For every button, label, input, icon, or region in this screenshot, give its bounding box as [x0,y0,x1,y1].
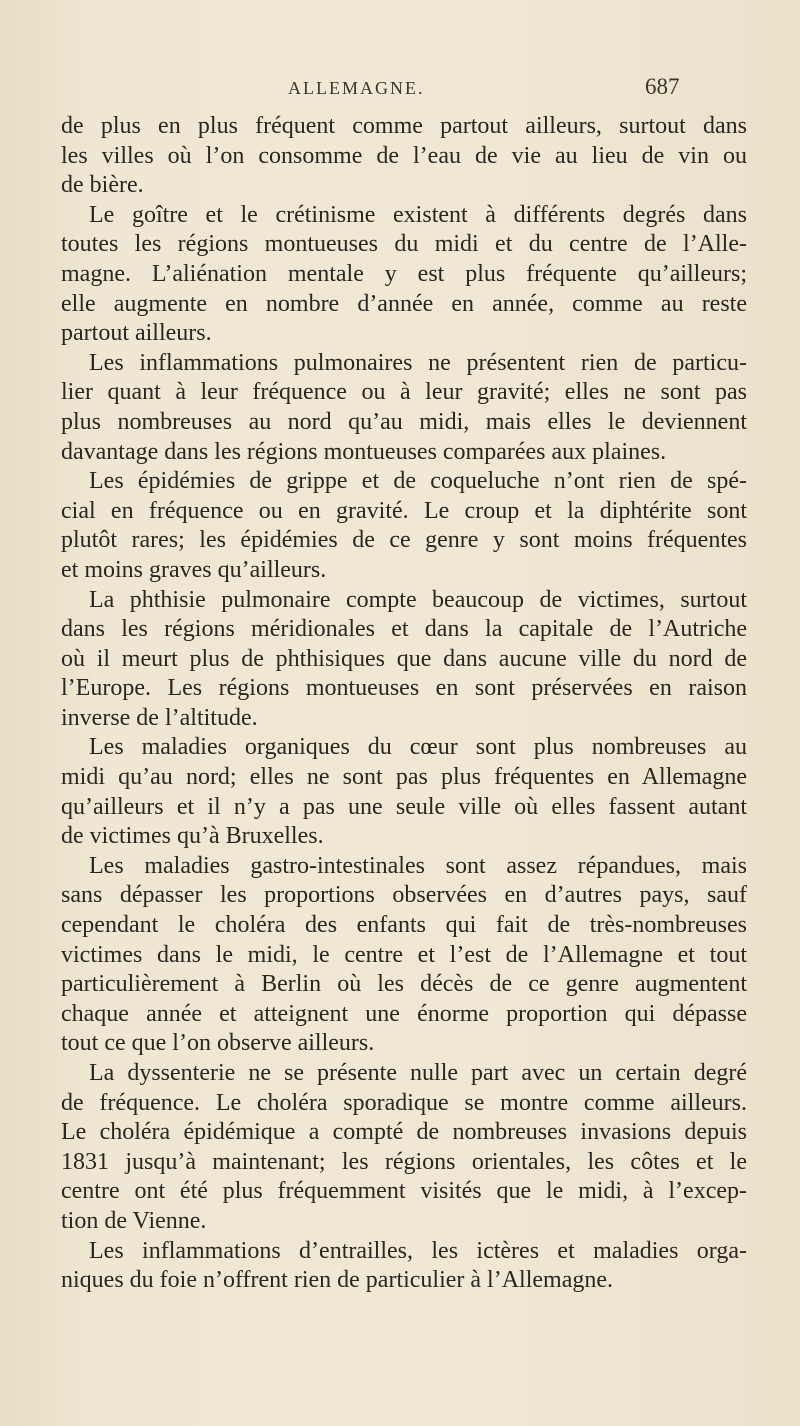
running-title: ALLEMAGNE. [288,78,425,98]
text-line: partout ailleurs. [61,320,212,347]
text-line: plutôt rares; les épidémies de ce genre y sont moins fréquentes [61,527,747,554]
text-line: Les épidémies de grippe et de coqueluche n’ont rien de spé- [89,468,747,495]
text-line: Les maladies organiques du cœur sont plus nombreuses au [89,734,747,761]
text-line: dans les régions méridionales et dans la capitale de l’Autriche [61,616,747,643]
paragraph [61,852,747,1059]
text-line: où il meurt plus de phthisiques que dans aucune ville du nord de [61,645,747,672]
text-line: elle augmente en nombre d’année en année, comme au reste [61,290,747,317]
text-line: lier quant à leur fréquence ou à leur gravité; elles ne sont pas [61,379,747,406]
paragraph [61,201,747,349]
text-line: midi qu’au nord; elles ne sont pas plus fréquentes en Allemagne [61,764,747,791]
text-line: Le choléra épidémique a compté de nombreuses invasions depuis [61,1119,747,1146]
text-line: de plus en plus fréquent comme partout ailleurs, surtout dans [61,113,747,139]
text-line: particulièrement à Berlin où les décès de ce genre augmentent [61,971,747,998]
text-line: de fréquence. Le choléra sporadique se montre comme ailleurs. [61,1089,747,1116]
paragraph [61,586,747,734]
text-line: magne. L’aliénation mentale y est plus fréquente qu’ailleurs; [61,260,747,287]
paragraph [61,112,747,201]
text-line: qu’ailleurs et il n’y a pas une seule ville où elles fassent autant [61,793,747,820]
text-line: inverse de l’altitude. [61,704,258,731]
text-line: sans dépasser les proportions observées en d’autres pays, sauf [61,882,747,909]
text-line: Les inflammations pulmonaires ne présentent rien de particu- [89,349,747,376]
paragraph [61,1237,747,1296]
text-line: les villes où l’on consomme de l’eau de vie au lieu de vin ou [61,142,747,169]
text-line: toutes les régions montueuses du midi et du centre de l’Alle- [61,231,747,258]
page-number: 687 [645,74,680,99]
text-line: chaque année et atteignent une énorme proportion qui dépasse [61,1000,747,1027]
text-line: l’Europe. Les régions montueuses en sont préservées en raison [61,675,747,702]
text-line: de bière. [61,172,144,199]
text-line: victimes dans le midi, le centre et l’est de l’Allemagne et tout [61,941,747,968]
text-line: tion de Vienne. [61,1207,207,1234]
text-line: Le goître et le crétinisme existent à différents degrés dans [89,201,747,228]
text-line: davantage dans les régions montueuses comparées aux plaines. [61,438,667,465]
paragraph [61,467,747,585]
text-line: et moins graves qu’ailleurs. [61,556,327,583]
text-line: plus nombreuses au nord qu’au midi, mais elles le deviennent [61,408,747,435]
text-line: cependant le choléra des enfants qui fait de très-nombreuses [61,912,747,939]
text-line: centre ont été plus fréquemment visités que le midi, à l’excep- [61,1178,747,1205]
text-line: Les maladies gastro-intestinales sont assez répandues, mais [89,852,747,879]
paragraph [61,733,747,851]
text-line: 1831 jusqu’à maintenant; les régions orientales, les côtes et le [61,1148,747,1175]
text-line: Les inflammations d’entrailles, les ictères et maladies orga- [89,1237,747,1264]
paragraph [61,349,747,467]
body-text [61,112,747,1296]
text-line: niques du foie n’offrent rien de particulier à l’Allemagne. [61,1267,614,1294]
text-line: La phthisie pulmonaire compte beaucoup de victimes, surtout [89,586,747,613]
text-line: de victimes qu’à Bruxelles. [61,823,324,850]
text-line: tout ce que l’on observe ailleurs. [61,1030,375,1057]
text-line: cial en fréquence ou en gravité. Le croup et la diphtérite sont [61,497,747,524]
paragraph [61,1059,747,1237]
text-line: La dyssenterie ne se présente nulle part avec un certain degré [89,1060,747,1086]
running-header [0,74,800,108]
